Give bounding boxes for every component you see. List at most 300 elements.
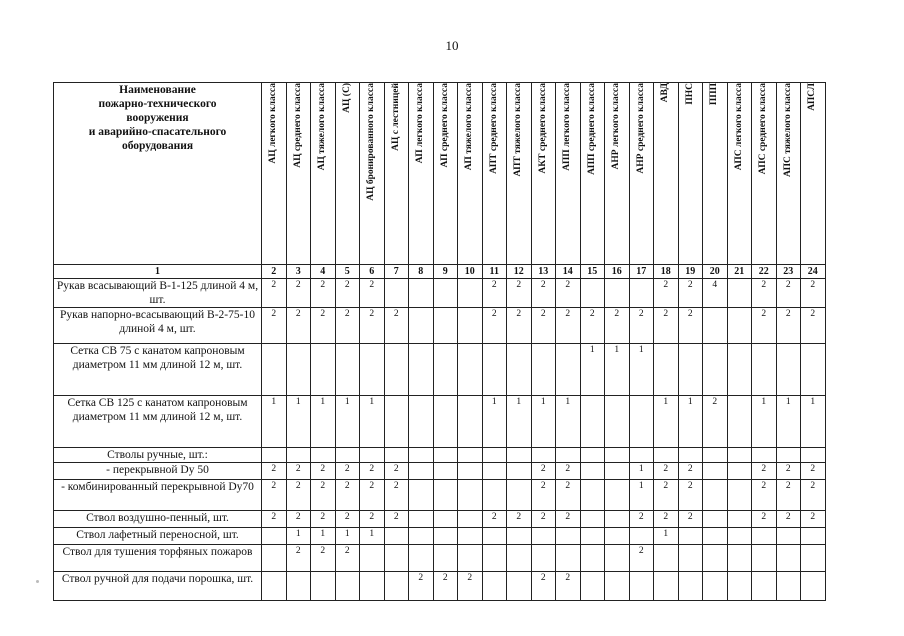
cell-value: 1 [482,396,507,448]
cell-value [433,279,458,308]
cell-value [409,396,434,448]
cell-value: 2 [311,308,336,344]
cell-value [556,344,581,396]
cell-value: 2 [801,279,826,308]
column-header [335,83,360,265]
cell-value [262,545,287,572]
cell-value [629,572,654,601]
cell-value: 2 [335,308,360,344]
cell-value: 2 [678,511,703,528]
cell-value: 1 [286,528,311,545]
cell-value: 2 [556,572,581,601]
cell-value [384,545,409,572]
table-row [54,396,826,448]
column-header [360,83,385,265]
row-name: Ствол ручной для подачи порошка, шт. [54,572,262,601]
cell-value: 1 [335,528,360,545]
cell-value [482,344,507,396]
column-number: 22 [752,265,777,279]
cell-value: 1 [531,396,556,448]
cell-value: 2 [801,308,826,344]
column-header-label: АЦ бронированного класса [366,83,377,201]
row-name: - перекрывной Dy 50 [54,463,262,480]
cell-value [507,572,532,601]
cell-value: 2 [531,463,556,480]
column-number: 12 [507,265,532,279]
cell-value: 2 [556,511,581,528]
cell-value [801,545,826,572]
cell-value: 2 [286,308,311,344]
column-header-label: АПТ тяжелого класса [513,83,524,177]
column-number: 13 [531,265,556,279]
cell-value [580,480,605,511]
cell-value [801,448,826,463]
table-row [54,308,826,344]
cell-value: 2 [286,279,311,308]
cell-value [752,528,777,545]
column-header-label: АПС среднего класса [758,83,769,175]
column-header [605,83,630,265]
cell-value [433,344,458,396]
table-row [54,448,826,463]
cell-value: 2 [311,480,336,511]
cell-value [311,572,336,601]
cell-value: 1 [286,396,311,448]
cell-value: 2 [752,463,777,480]
cell-value [776,528,801,545]
cell-value [384,396,409,448]
cell-value: 2 [654,480,679,511]
cell-value [433,545,458,572]
cell-value [482,528,507,545]
cell-value [458,511,483,528]
column-header-label: АКТ среднего класса [537,83,548,174]
row-name: Сетка СВ 75 с канатом капроновым диаметром 11 мм длиной 12 м, шт. [54,344,262,396]
cell-value: 2 [311,545,336,572]
cell-value [776,448,801,463]
cell-value: 2 [286,545,311,572]
cell-value [556,545,581,572]
cell-value [433,463,458,480]
cell-value: 1 [776,396,801,448]
cell-value: 2 [507,279,532,308]
table-row [54,463,826,480]
cell-value: 2 [335,480,360,511]
cell-value: 2 [654,308,679,344]
cell-value [433,511,458,528]
cell-value [801,572,826,601]
cell-value [409,480,434,511]
cell-value [286,448,311,463]
row-name: Рукав всасывающий В-1-125 длиной 4 м, шт. [54,279,262,308]
cell-value [801,344,826,396]
cell-value [286,344,311,396]
cell-value [262,528,287,545]
column-header-label: АПП легкого класса [562,83,573,171]
column-number: 5 [335,265,360,279]
cell-value [801,528,826,545]
row-name: - комбинированный перекрывной Dy70 [54,480,262,511]
column-header-label: АВД [660,83,671,103]
cell-value [458,480,483,511]
cell-value: 1 [654,396,679,448]
cell-value [384,528,409,545]
column-number: 10 [458,265,483,279]
table-row [54,480,826,511]
cell-value: 1 [311,528,336,545]
column-header [384,83,409,265]
cell-value: 2 [360,279,385,308]
cell-value: 2 [703,396,728,448]
cell-value [654,545,679,572]
cell-value: 2 [335,279,360,308]
cell-value: 2 [360,511,385,528]
cell-value: 2 [262,308,287,344]
cell-value [605,528,630,545]
cell-value: 1 [752,396,777,448]
column-header [482,83,507,265]
cell-value [605,545,630,572]
cell-value [727,511,752,528]
cell-value: 2 [482,308,507,344]
cell-value [605,279,630,308]
cell-value [507,344,532,396]
cell-value: 2 [556,463,581,480]
table-row [54,344,826,396]
cell-value [531,448,556,463]
cell-value [433,396,458,448]
cell-value [482,448,507,463]
column-number: 7 [384,265,409,279]
row-name: Рукав напорно-всасывающий В-2-75-10 длиной 4 м, шт. [54,308,262,344]
cell-value [433,480,458,511]
cell-value [262,448,287,463]
cell-value [360,344,385,396]
cell-value: 1 [629,344,654,396]
cell-value: 2 [556,279,581,308]
column-number: 19 [678,265,703,279]
column-header [286,83,311,265]
column-number: 8 [409,265,434,279]
cell-value: 1 [507,396,532,448]
cell-value: 2 [384,463,409,480]
cell-value [531,344,556,396]
cell-value: 2 [678,463,703,480]
cell-value [703,528,728,545]
cell-value: 2 [286,480,311,511]
cell-value [727,572,752,601]
name-column-header: Наименование пожарно-технического вооружения и аварийно-спасательного оборудования [54,83,262,265]
column-header-label: АЦ среднего класса [292,83,303,168]
cell-value [384,448,409,463]
cell-value: 2 [629,545,654,572]
column-header-label: АП легкого класса [415,83,426,164]
cell-value: 2 [776,308,801,344]
column-header-label: АНР легкого класса [611,83,622,170]
cell-value [703,480,728,511]
cell-value: 2 [311,463,336,480]
cell-value [605,572,630,601]
cell-value [776,344,801,396]
cell-value: 2 [433,572,458,601]
cell-value [556,528,581,545]
cell-value: 1 [801,396,826,448]
column-number: 1 [54,265,262,279]
column-header-label: АП среднего класса [439,83,450,168]
column-header [433,83,458,265]
column-number: 3 [286,265,311,279]
cell-value [458,396,483,448]
cell-value [580,545,605,572]
cell-value: 2 [262,279,287,308]
cell-value [678,448,703,463]
cell-value [580,396,605,448]
cell-value [629,396,654,448]
cell-value [703,344,728,396]
cell-value [678,344,703,396]
column-number: 15 [580,265,605,279]
column-header [727,83,752,265]
column-number: 23 [776,265,801,279]
cell-value: 2 [752,480,777,511]
cell-value [580,279,605,308]
cell-value [409,463,434,480]
cell-value [605,396,630,448]
cell-value: 1 [678,396,703,448]
equipment-table [53,82,826,601]
cell-value [458,463,483,480]
column-number: 6 [360,265,385,279]
cell-value: 2 [482,511,507,528]
cell-value [409,344,434,396]
cell-value: 1 [654,528,679,545]
cell-value: 2 [556,308,581,344]
cell-value: 2 [654,279,679,308]
cell-value: 1 [360,528,385,545]
cell-value [629,279,654,308]
cell-value: 2 [654,463,679,480]
cell-value [458,528,483,545]
cell-value [335,448,360,463]
cell-value [776,572,801,601]
cell-value [458,308,483,344]
margin-mark [36,580,39,583]
cell-value [654,344,679,396]
cell-value [482,463,507,480]
column-header [703,83,728,265]
column-number: 18 [654,265,679,279]
cell-value: 2 [752,279,777,308]
cell-value: 2 [580,308,605,344]
table-row [54,528,826,545]
cell-value [482,572,507,601]
cell-value: 2 [507,308,532,344]
row-name: Ствол лафетный переносной, шт. [54,528,262,545]
cell-value [703,308,728,344]
column-header [311,83,336,265]
column-header-label: АПП среднего класса [586,83,597,175]
column-number: 11 [482,265,507,279]
cell-value: 2 [776,511,801,528]
cell-value [727,463,752,480]
column-number: 14 [556,265,581,279]
cell-value [458,545,483,572]
cell-value: 2 [335,545,360,572]
column-number: 4 [311,265,336,279]
column-number: 9 [433,265,458,279]
cell-value: 1 [605,344,630,396]
cell-value [752,344,777,396]
column-number: 2 [262,265,287,279]
cell-value: 2 [605,308,630,344]
cell-value [727,448,752,463]
column-header-label: АЦ (С) [341,83,352,113]
cell-value: 2 [776,463,801,480]
column-number: 20 [703,265,728,279]
column-header [556,83,581,265]
cell-value [752,545,777,572]
cell-value [727,396,752,448]
cell-value [409,545,434,572]
cell-value: 2 [286,511,311,528]
cell-value [605,448,630,463]
cell-value: 2 [458,572,483,601]
column-number: 21 [727,265,752,279]
cell-value [433,448,458,463]
cell-value [678,545,703,572]
cell-value: 2 [507,511,532,528]
cell-value [654,448,679,463]
column-header [507,83,532,265]
cell-value [409,448,434,463]
cell-value [360,545,385,572]
cell-value [629,528,654,545]
cell-value: 4 [703,279,728,308]
cell-value: 2 [752,511,777,528]
cell-value [580,528,605,545]
cell-value [727,308,752,344]
table-row [54,572,826,601]
cell-value [507,463,532,480]
cell-value: 2 [752,308,777,344]
cell-value [458,344,483,396]
cell-value: 2 [531,511,556,528]
column-header-label: АПС тяжелого класса [782,83,793,178]
cell-value: 2 [482,279,507,308]
cell-value [703,545,728,572]
cell-value: 2 [531,279,556,308]
column-header-label: АЦ тяжелого класса [317,83,328,171]
cell-value [580,511,605,528]
column-header-label: АПС легкого класса [733,83,744,171]
cell-value: 2 [556,480,581,511]
cell-value [482,545,507,572]
table-row [54,511,826,528]
cell-value [458,448,483,463]
cell-value: 2 [776,480,801,511]
cell-value [580,448,605,463]
cell-value [433,528,458,545]
cell-value: 1 [629,480,654,511]
cell-value [262,572,287,601]
column-header [678,83,703,265]
cell-value: 2 [262,463,287,480]
cell-value [752,572,777,601]
cell-value: 2 [286,463,311,480]
column-header-label: АПСЛ [807,83,818,111]
column-header [262,83,287,265]
cell-value: 2 [360,308,385,344]
column-header [776,83,801,265]
cell-value [605,511,630,528]
cell-value: 1 [360,396,385,448]
table-row [54,545,826,572]
cell-value [580,572,605,601]
cell-value [556,448,581,463]
row-name: Сетка СВ 125 с канатом капроновым диаметром 11 мм длиной 12 м, шт. [54,396,262,448]
cell-value [482,480,507,511]
cell-value: 2 [384,308,409,344]
column-header-label: АПТ среднего класса [488,83,499,174]
cell-value [703,448,728,463]
cell-value [605,480,630,511]
cell-value [727,480,752,511]
cell-value: 1 [311,396,336,448]
cell-value: 2 [311,279,336,308]
cell-value: 1 [580,344,605,396]
cell-value [703,463,728,480]
column-header-label: АЦ с лестницей [390,83,401,151]
cell-value: 2 [262,511,287,528]
cell-value [286,572,311,601]
cell-value: 2 [678,308,703,344]
column-header [531,83,556,265]
cell-value [678,528,703,545]
cell-value [703,572,728,601]
cell-value [507,528,532,545]
cell-value [433,308,458,344]
column-number: 24 [801,265,826,279]
cell-value [409,511,434,528]
cell-value: 2 [360,480,385,511]
page-number: 10 [445,38,459,53]
cell-value [727,344,752,396]
cell-value [654,572,679,601]
cell-value [507,480,532,511]
cell-value [384,344,409,396]
cell-value: 2 [409,572,434,601]
cell-value: 2 [654,511,679,528]
column-number: 16 [605,265,630,279]
column-header-label: АНР среднего класса [635,83,646,174]
cell-value: 2 [384,511,409,528]
cell-value [384,279,409,308]
cell-value [507,448,532,463]
cell-value [727,528,752,545]
column-header [654,83,679,265]
cell-value [311,448,336,463]
cell-value [605,463,630,480]
column-header [801,83,826,265]
cell-value: 2 [678,480,703,511]
cell-value: 2 [629,511,654,528]
row-name: Ствол воздушно-пенный, шт. [54,511,262,528]
cell-value [335,572,360,601]
cell-value: 2 [776,279,801,308]
cell-value: 1 [262,396,287,448]
column-header-label: АП тяжелого класса [464,83,475,171]
cell-value: 1 [556,396,581,448]
